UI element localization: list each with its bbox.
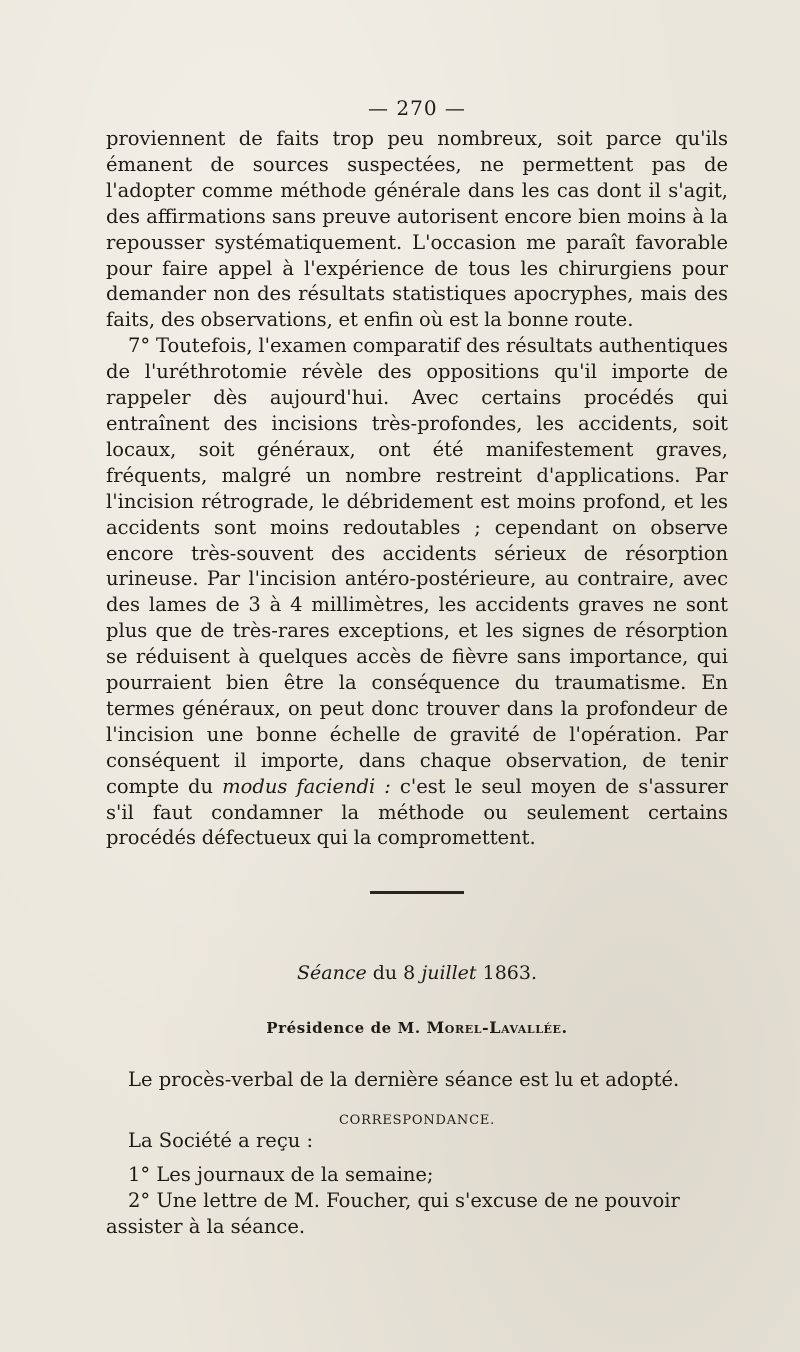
presidency-line <box>106 1018 728 1037</box>
paragraph: proviennent de faits trop peu nombreux, soit parce qu'ils émanent de sources suspectées, ne permettent pas de l'adopter comme méthode générale dans les cas dont il s'agit, des affirmations sans preuve autorisent encore bien moins à la repousser systématiquement. L'occasion me paraît favorable pour faire appel à l'expérience de tous les chirurgiens pour demander non des résultats statistiques apocryphes, mais des faits, des observations, et enfin où est la bonne route. <box>106 127 728 332</box>
body-text <box>106 126 728 851</box>
italic-emphasis: modus faciendi : <box>222 774 391 798</box>
session-month: juillet <box>421 962 477 985</box>
presidency-prefix: Présidence de M. <box>266 1019 427 1038</box>
session-year: 1863. <box>476 962 537 985</box>
paragraph-text: 7° Toutefois, l'examen comparatif des résultats authentiques de l'uréthrotomie révèle des oppositions qu'il importe de rappeler dès aujourd'hui. Avec certains procédés qui entraînent des incisions très-profondes, les accidents, soit locaux, soit généraux, ont été manifestement graves, fréquents, malgré un nombre restreint d'applications. Par l'incision rétrograde, le débridement est moins profond, et les accidents sont moins redoutables ; cependant on observe encore très-souvent des accidents sérieux de résorption urineuse. Par l'incision antéro-postérieure, au contraire, avec des lames de 3 à 4 millimètres, les accidents graves ne sont plus que de très-rares exceptions, et les signes de résorption se réduisent à quelques accès de fièvre sans importance, qui pourraient bien être la conséquence du traumatisme. En termes généraux, on peut donc trouver dans la profondeur de l'incision une bonne échelle de gravité de l'opération. Par conséquent il importe, dans chaque observation, de tenir compte du <box>106 334 728 798</box>
section-divider <box>370 891 464 894</box>
received-intro: La Société a reçu : <box>128 1128 314 1152</box>
session-date: du 8 <box>366 962 422 985</box>
correspondence-list <box>106 1128 728 1240</box>
president-name: Morel-Lavallée. <box>426 1018 568 1038</box>
paragraph-text-continued: c'est le seul moyen de s'assurer s'il faut condamner la méthode ou seulement certains procédés défectueux qui la compromettent. <box>106 774 728 850</box>
text-column <box>106 96 728 1240</box>
list-item: 1° Les journaux de la semaine; <box>128 1162 434 1186</box>
correspondence-heading: CORRESPONDANCE. <box>338 1112 496 1128</box>
list-item: 2° Une lettre de M. Foucher, qui s'excuse de ne pouvoir assister à la séance. <box>106 1188 680 1238</box>
paragraph <box>106 333 728 851</box>
page-number: — 270 — <box>368 96 466 120</box>
session-word: Séance <box>296 962 367 985</box>
session-heading <box>106 962 728 984</box>
minutes-statement: Le procès-verbal de la dernière séance est lu et adopté. <box>128 1068 680 1092</box>
